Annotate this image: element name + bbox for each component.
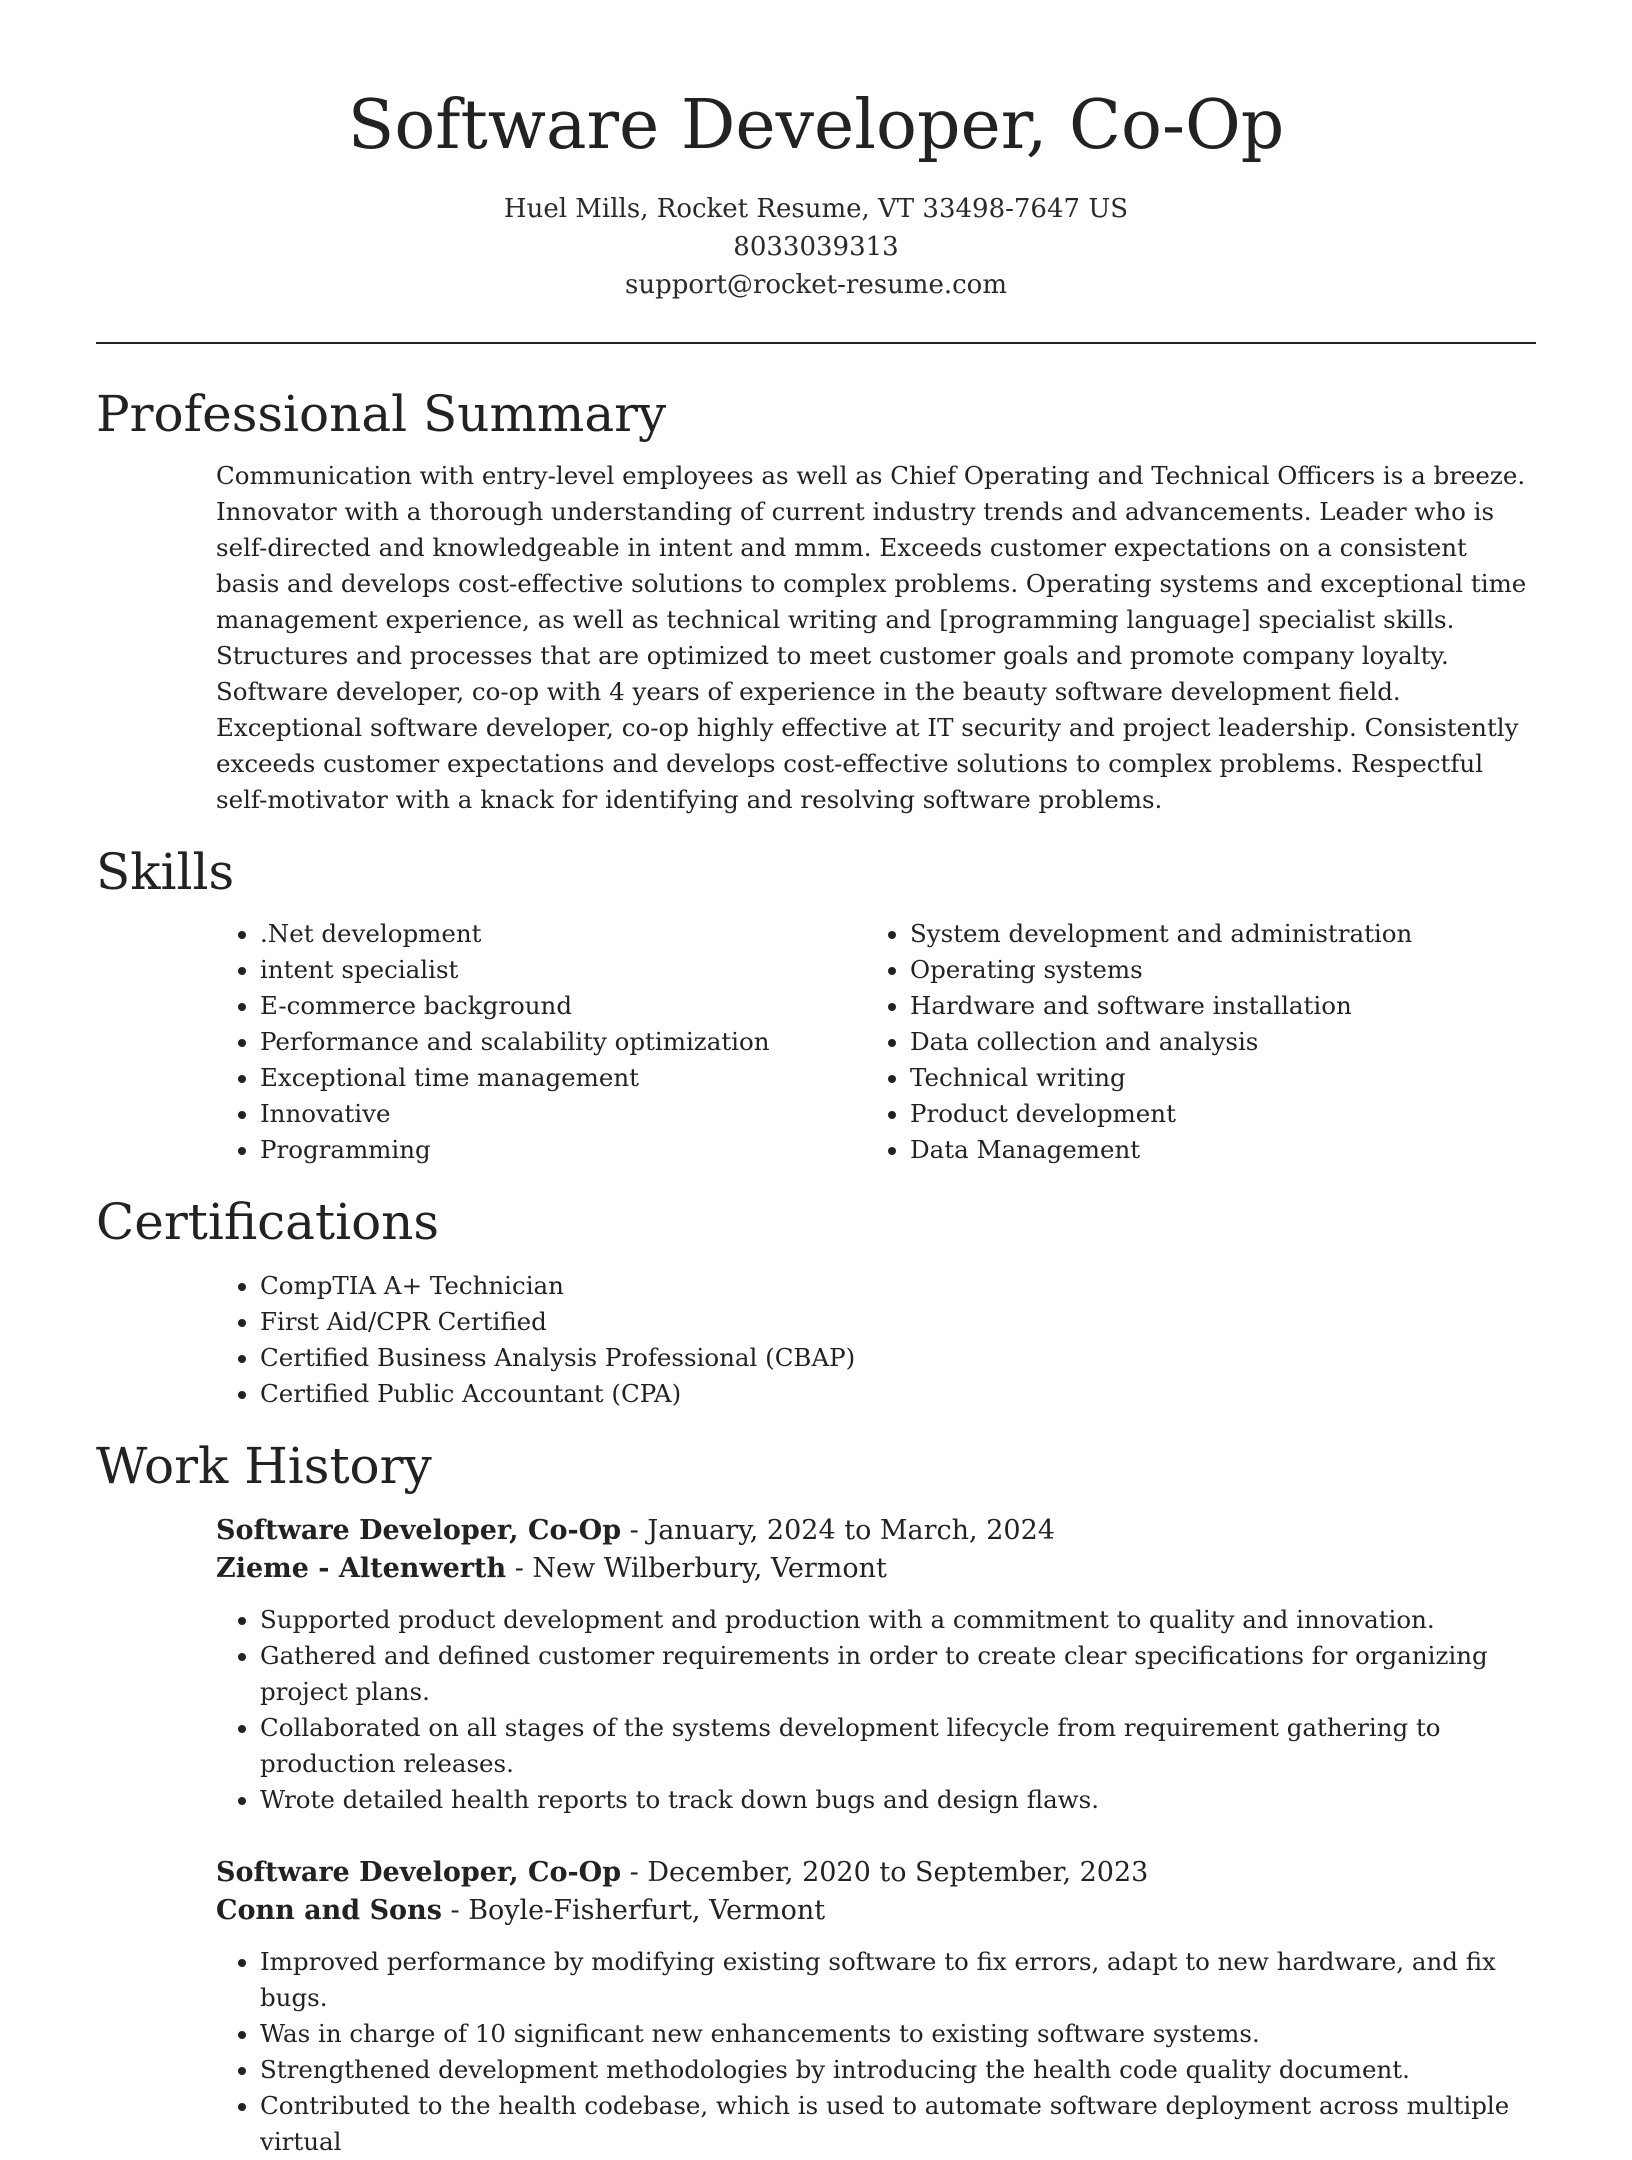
contact-email: support@rocket-resume.com xyxy=(624,270,1007,300)
job-title-line xyxy=(216,1512,1536,1550)
job-location: - Boyle-Fisherfurt, Vermont xyxy=(441,1895,826,1926)
skill-item: • intent specialist xyxy=(260,952,866,988)
job-employer: Zieme - Altenwerth xyxy=(216,1553,507,1584)
skills-grid xyxy=(216,916,1536,1168)
contact-info xyxy=(96,190,1536,304)
summary-text: Communication with entry-level employees as well as Chief Operating and Technical Officers is a breeze. Innovator with a thorough understanding of current industry trends and advancements. Leader who is self-directed and knowledgeable in intent and mmm. Exceeds customer expectations on a consistent basis and develops cost-effective solutions to complex problems. Operating systems and exceptional time management experience, as well as technical writing and [programming language] specialist skills. Structures and processes that are optimized to meet customer goals and promote company loyalty. Software developer, co-op with 4 years of experience in the beauty software development field. Exceptional software developer, co-op highly effective at IT security and project leadership. Consistently exceeds customer expectations and develops cost-effective solutions to complex problems. Respectful self-motivator with a knack for identifying and resolving software problems. xyxy=(216,461,1527,814)
job-bullets xyxy=(216,1602,1536,1818)
job-entry xyxy=(216,1512,1536,1818)
skills-list-left xyxy=(216,916,866,1168)
job-bullet: • Was in charge of 10 significant new enhancements to existing software systems. xyxy=(260,2016,1536,2052)
skill-item: • System development and administration xyxy=(910,916,1516,952)
skill-item: • Exceptional time management xyxy=(260,1060,866,1096)
skills-heading: Skills xyxy=(96,843,235,901)
job-bullet-list xyxy=(216,1602,1536,1818)
job-bullet: • Gathered and defined customer requirements in order to create clear specifications for organizing project plans. xyxy=(260,1638,1536,1710)
skill-item: • Operating systems xyxy=(910,952,1516,988)
job-bullet: • Wrote detailed health reports to track down bugs and design flaws. xyxy=(260,1782,1536,1818)
resume-header xyxy=(96,0,1536,304)
skill-item: • .Net development xyxy=(260,916,866,952)
contact-address: Huel Mills, Rocket Resume, VT 33498-7647 US xyxy=(503,194,1129,224)
header-divider xyxy=(96,342,1536,344)
job-title: Software Developer, Co-Op xyxy=(216,1857,622,1888)
summary-heading: Professional Summary xyxy=(96,385,667,443)
job-bullet: • Collaborated on all stages of the systems development lifecycle from requirement gathering to production releases. xyxy=(260,1710,1536,1782)
job-title: Software Developer, Co-Op xyxy=(216,1515,622,1546)
job-employer: Conn and Sons xyxy=(216,1895,442,1926)
skill-item: • Performance and scalability optimization xyxy=(260,1024,866,1060)
certification-item: • First Aid/CPR Certified xyxy=(260,1304,1536,1340)
skill-item: • Innovative xyxy=(260,1096,866,1132)
skills-list-right xyxy=(866,916,1516,1168)
skill-item: • E-commerce background xyxy=(260,988,866,1024)
skills-column-left xyxy=(216,916,866,1168)
job-bullets xyxy=(216,1944,1536,2160)
job-employer-line xyxy=(216,1892,1536,1930)
job-employer-line xyxy=(216,1550,1536,1588)
certifications-section xyxy=(96,1190,1536,1412)
certification-item: • Certified Business Analysis Professional (CBAP) xyxy=(260,1340,1536,1376)
job-bullet-list xyxy=(216,1944,1536,2160)
job-entry xyxy=(216,1854,1536,2160)
summary-section xyxy=(96,382,1536,818)
job-bullet: • Strengthened development methodologies by introducing the health code quality document. xyxy=(260,2052,1536,2088)
skills-section xyxy=(96,840,1536,1168)
job-bullet: • Supported product development and production with a commitment to quality and innovation. xyxy=(260,1602,1536,1638)
contact-phone: 8033039313 xyxy=(733,232,899,262)
certifications-list-wrapper xyxy=(216,1268,1536,1412)
certifications-list xyxy=(216,1268,1536,1412)
resume-title: Software Developer, Co-Op xyxy=(347,86,1285,165)
skill-item: • Technical writing xyxy=(910,1060,1516,1096)
skill-item: • Programming xyxy=(260,1132,866,1168)
certification-item: • Certified Public Accountant (CPA) xyxy=(260,1376,1536,1412)
job-location: - New Wilberbury, Vermont xyxy=(506,1553,887,1584)
skills-column-right xyxy=(866,916,1516,1168)
work-history-section xyxy=(96,1434,1536,2160)
job-title-line xyxy=(216,1854,1536,1892)
skill-item: • Data Management xyxy=(910,1132,1516,1168)
skill-item: • Hardware and software installation xyxy=(910,988,1516,1024)
job-bullet: • Improved performance by modifying existing software to fix errors, adapt to new hardware, and fix bugs. xyxy=(260,1944,1536,2016)
skill-item: • Data collection and analysis xyxy=(910,1024,1516,1060)
skill-item: • Product development xyxy=(910,1096,1516,1132)
certification-item: • CompTIA A+ Technician xyxy=(260,1268,1536,1304)
job-bullet: • Contributed to the health codebase, which is used to automate software deployment across multiple virtual xyxy=(260,2088,1536,2160)
certifications-heading: Certifications xyxy=(96,1193,440,1251)
job-dates: - January, 2024 to March, 2024 xyxy=(621,1515,1055,1546)
work-history-heading: Work History xyxy=(96,1437,432,1495)
job-dates: - December, 2020 to September, 2023 xyxy=(621,1857,1149,1888)
